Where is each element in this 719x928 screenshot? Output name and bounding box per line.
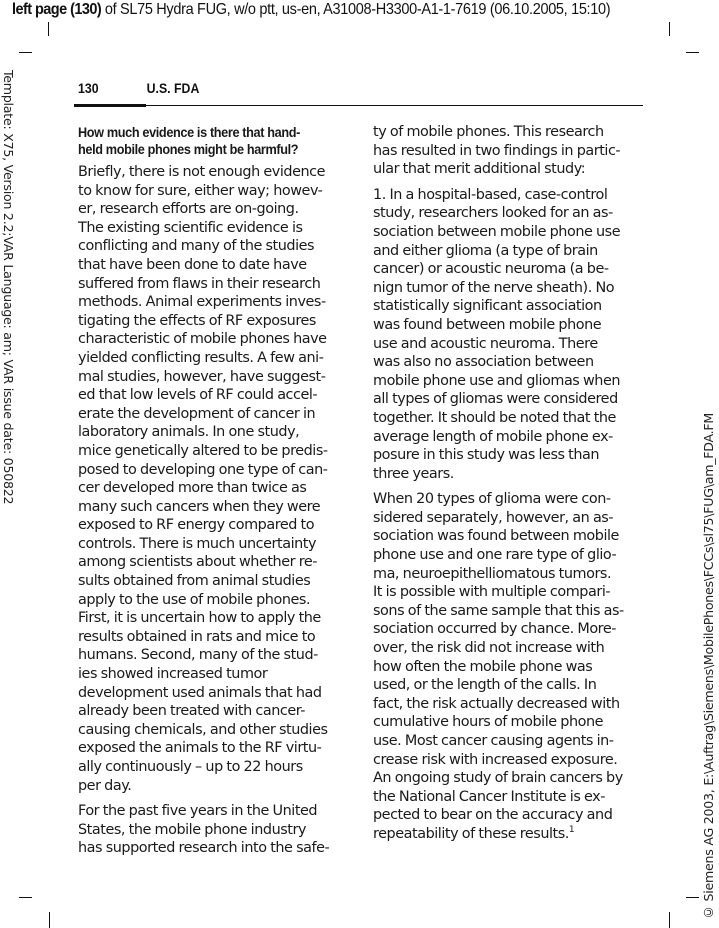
text-line: When 20 types of glioma were con- [373, 491, 611, 508]
text-line: crease risk with increased exposure. [373, 751, 618, 768]
text-line: many such cancers when they were [78, 498, 321, 515]
text-line: conflicting and many of the studies [78, 238, 315, 255]
text-line: ma, neuroepithelliomatous tumors. [373, 565, 612, 582]
text-line: First, it is uncertain how to apply the [78, 610, 321, 627]
text-line: sults obtained from animal studies [78, 573, 311, 590]
text-line: exposed to RF energy compared to [78, 517, 315, 534]
text-line: statistically significant association [373, 298, 602, 315]
text-line: fact, the risk actually decreased with [373, 695, 620, 712]
copyright-vertical [696, 325, 716, 920]
paragraph [373, 490, 663, 843]
text-line: and either glioma (a type of brain [373, 242, 598, 259]
paragraph [373, 123, 663, 179]
text-line: er, research efforts are on-going. [78, 201, 299, 218]
crop-mark-top-left-horizontal [19, 52, 32, 53]
text-line: ies showed increased tumor [78, 666, 268, 683]
slug-line [12, 1, 672, 19]
slug-line-details: of SL75 Hydra FUG, w/o ptt, us-en, A31008-H3300-A1-1-7619 (06.10.2005, 15:10) [101, 1, 611, 18]
text-line: The existing scientific evidence is [78, 219, 303, 236]
text-line: laboratory animals. In one study, [78, 424, 300, 441]
text-line: results obtained in rats and mice to [78, 628, 316, 645]
text-line: For the past five years in the United [78, 803, 318, 820]
paragraph [373, 186, 663, 484]
template-info-vertical [1, 70, 21, 590]
text-line: has supported research into the safe- [78, 840, 330, 857]
text-line: 1. In a hospital-based, case-control [373, 186, 608, 203]
right-column [373, 123, 663, 851]
crop-mark-top-left-vertical [48, 22, 49, 36]
text-line: among scientists about whether re- [78, 554, 317, 571]
text-line: sociation between mobile phone use [373, 223, 621, 240]
text-line: Briefly, there is not enough evidence [78, 164, 326, 180]
text-line: characteristic of mobile phones have [78, 331, 327, 348]
heading-line: How much evidence is there that hand- [78, 125, 300, 140]
running-head [78, 80, 199, 96]
text-line: suffered from flaws in their research [78, 275, 321, 292]
text-line: over, the risk did not increase with [373, 640, 605, 657]
text-line: ular that merit additional study: [373, 161, 586, 178]
text-line: exposed the animals to the RF virtu- [78, 740, 322, 757]
crop-mark-bottom-right-vertical [669, 912, 670, 928]
text-line: methods. Animal experiments inves- [78, 294, 326, 311]
text-line: tigating the effects of RF exposures [78, 312, 316, 329]
text-line: cer developed more than twice as [78, 480, 307, 497]
copyright-text: © Siemens AG 2003, E:\Auftrag\Siemens\MobilePhones\FCCs\sl75\FUG\am_FDA.FM [701, 413, 716, 920]
section-title: U.S. FDA [146, 80, 200, 96]
paragraph [78, 163, 368, 795]
text-line: yielded conflicting results. A few ani- [78, 349, 324, 366]
text-line: use. Most cancer causing agents in- [373, 733, 614, 749]
text-line: per day. [78, 777, 132, 794]
text-line: to know for sure, either way; howev- [78, 182, 323, 199]
text-line: pected to bear on the accuracy and [373, 807, 613, 824]
text-line: erate the development of cancer in [78, 405, 316, 422]
text-line: repeatability of these results.$^1$ [373, 824, 575, 842]
text-line: used, or the length of the calls. In [373, 677, 597, 694]
text-line: sociation occurred by chance. More- [373, 621, 616, 638]
text-line: posure in this study was less than [373, 447, 600, 464]
text-line: An ongoing study of brain cancers by [373, 770, 623, 787]
crop-mark-bottom-right-horizontal [686, 897, 699, 898]
text-line: all types of gliomas were considered [373, 391, 618, 408]
text-line: study, researchers looked for an as- [373, 205, 613, 222]
text-line: sons of the same sample that this as- [373, 602, 624, 619]
text-line: humans. Second, many of the stud- [78, 647, 318, 664]
text-line: ty of mobile phones. This research [373, 124, 604, 140]
text-line: nign tumor of the nerve sheath). No [373, 279, 615, 296]
text-line: causing chemicals, and other studies [78, 721, 328, 738]
text-line: that have been done to date have [78, 256, 307, 273]
left-column [78, 124, 368, 865]
text-line: ally continuously – up to 22 hours [78, 759, 303, 775]
template-info-text: Template: X75, Version 2.2;VAR Language: am; VAR issue date: 050822 [1, 70, 16, 505]
text-line: mice genetically altered to be predis- [78, 442, 328, 459]
text-line: It is possible with multiple compari- [373, 584, 611, 601]
text-line: sociation was found between mobile [373, 528, 619, 545]
text-line: apply to the use of mobile phones. [78, 591, 311, 608]
text-line: controls. There is much uncertainty [78, 535, 317, 552]
text-line: sidered separately, however, an as- [373, 509, 614, 526]
text-line: how often the mobile phone was [373, 658, 593, 675]
text-line: use and acoustic neuroma. There [373, 335, 598, 352]
text-line: was found between mobile phone [373, 316, 602, 333]
text-line: development used animals that had [78, 684, 322, 701]
text-line: ed that low levels of RF could accel- [78, 387, 318, 404]
text-line: States, the mobile phone industry [78, 821, 307, 838]
text-line: average length of mobile phone ex- [373, 428, 613, 445]
text-line: mobile phone use and gliomas when [373, 372, 621, 389]
text-line: already been treated with cancer- [78, 703, 306, 720]
crop-mark-bottom-left-horizontal [19, 897, 32, 898]
text-line: cancer) or acoustic neuroma (a be- [373, 261, 609, 278]
header-rule-thick [74, 104, 146, 107]
paragraph [78, 802, 368, 858]
text-line: mal studies, however, have suggest- [78, 368, 326, 385]
crop-mark-top-right-vertical [669, 22, 670, 36]
text-line: was also no association between [373, 354, 594, 371]
heading-line: held mobile phones might be harmful? [78, 142, 299, 157]
header-rule-thin [146, 105, 643, 106]
text-line: has resulted in two findings in partic- [373, 142, 621, 159]
text-line: together. It should be noted that the [373, 409, 616, 426]
text-line: three years. [373, 465, 454, 482]
text-line: posed to developing one type of can- [78, 461, 328, 478]
text-line: phone use and one rare type of glio- [373, 547, 617, 564]
footnote-marker: 1 [568, 824, 575, 835]
crop-mark-bottom-left-vertical [49, 912, 50, 928]
text-line: the National Cancer Institute is ex- [373, 788, 605, 805]
crop-mark-top-right-horizontal [686, 52, 699, 53]
slug-line-page: left page (130) [12, 1, 102, 18]
text-line: cumulative hours of mobile phone [373, 714, 604, 731]
page-number: 130 [78, 80, 99, 96]
question-heading [78, 124, 363, 158]
